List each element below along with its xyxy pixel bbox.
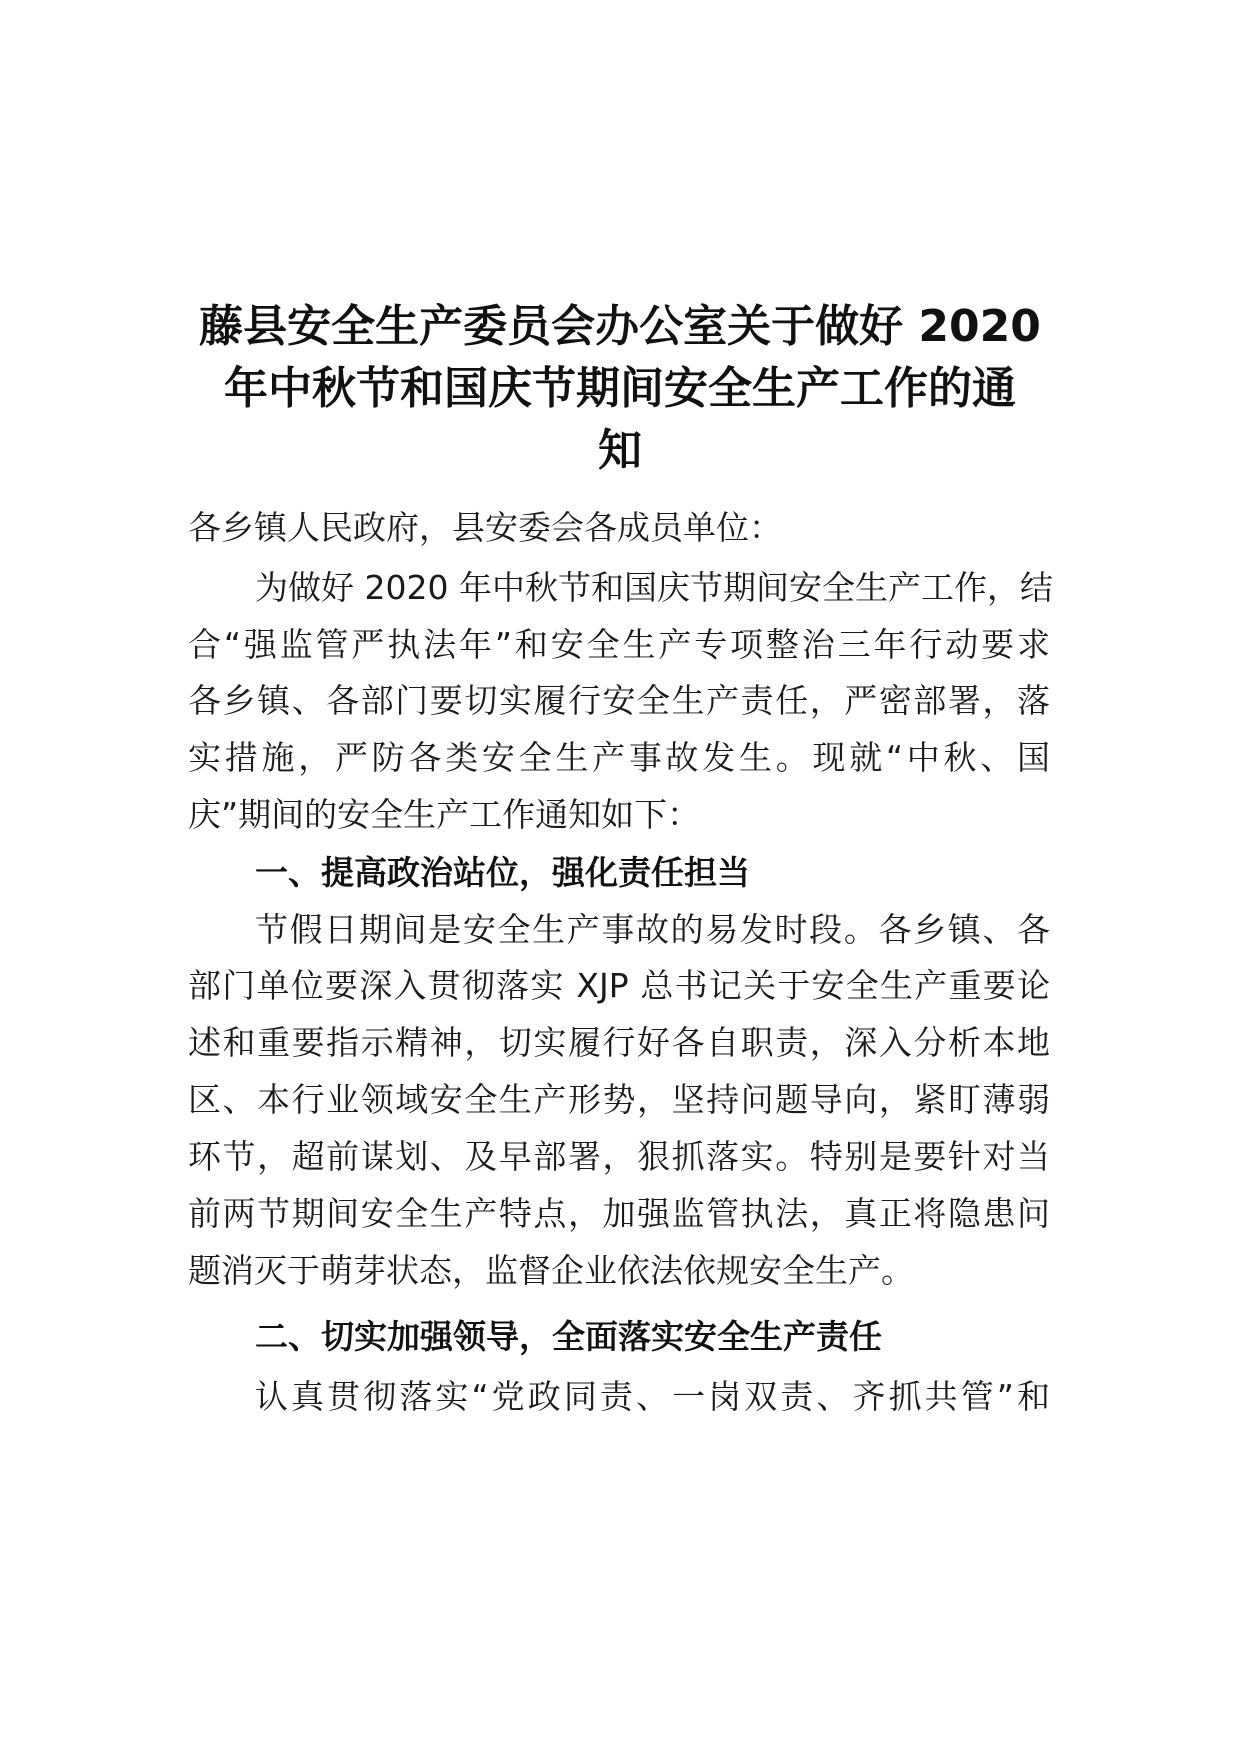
paragraph-line: 节假日期间是安全生产事故的易发时段。各乡镇、各: [255, 910, 1050, 949]
title-line: 藤县安全生产委员会办公室关于做好 2020: [199, 301, 1041, 352]
salutation: 各乡镇人民政府，县安委会各成员单位：: [188, 508, 782, 547]
paragraph-line: 区、本行业领域安全生产形势，坚持问题导向，紧盯薄弱: [188, 1080, 1050, 1119]
paragraph-line: 述和重要指示精神，切实履行好各自职责，深入分析本地: [188, 1023, 1050, 1062]
paragraph-line: 部门单位要深入贯彻落实 XJP 总书记关于安全生产重要论: [188, 966, 1050, 1005]
paragraph-line: 前两节期间安全生产特点，加强监管执法，真正将隐患问: [188, 1194, 1050, 1233]
document-title: [190, 296, 1050, 482]
section-heading: 二、切实加强领导，全面落实安全生产责任: [255, 1317, 882, 1356]
paragraph-line: 认真贯彻落实“党政同责、一岗双责、齐抓共管”和: [255, 1377, 1050, 1416]
paragraph-line: 环节，超前谋划、及早部署，狠抓落实。特别是要针对当: [188, 1137, 1050, 1176]
title-line: 知: [598, 425, 642, 476]
title-line: 年中秋节和国庆节期间安全生产工作的通: [224, 363, 1016, 414]
paragraph-line: 合“强监管严执法年”和安全生产专项整治三年行动要求: [188, 625, 1050, 664]
paragraph-line: 各乡镇、各部门要切实履行安全生产责任，严密部署，落: [188, 681, 1050, 720]
paragraph-line: 实措施，严防各类安全生产事故发生。现就“中秋、国: [188, 738, 1050, 777]
paragraph-line: 庆”期间的安全生产工作通知如下：: [188, 795, 701, 834]
paragraph-line: 题消灭于萌芽状态，监督企业依法依规安全生产。: [188, 1251, 914, 1290]
section-heading: 一、提高政治站位，强化责任担当: [255, 853, 750, 892]
paragraph-line: 为做好 2020 年中秋节和国庆节期间安全生产工作，结: [255, 568, 1053, 607]
